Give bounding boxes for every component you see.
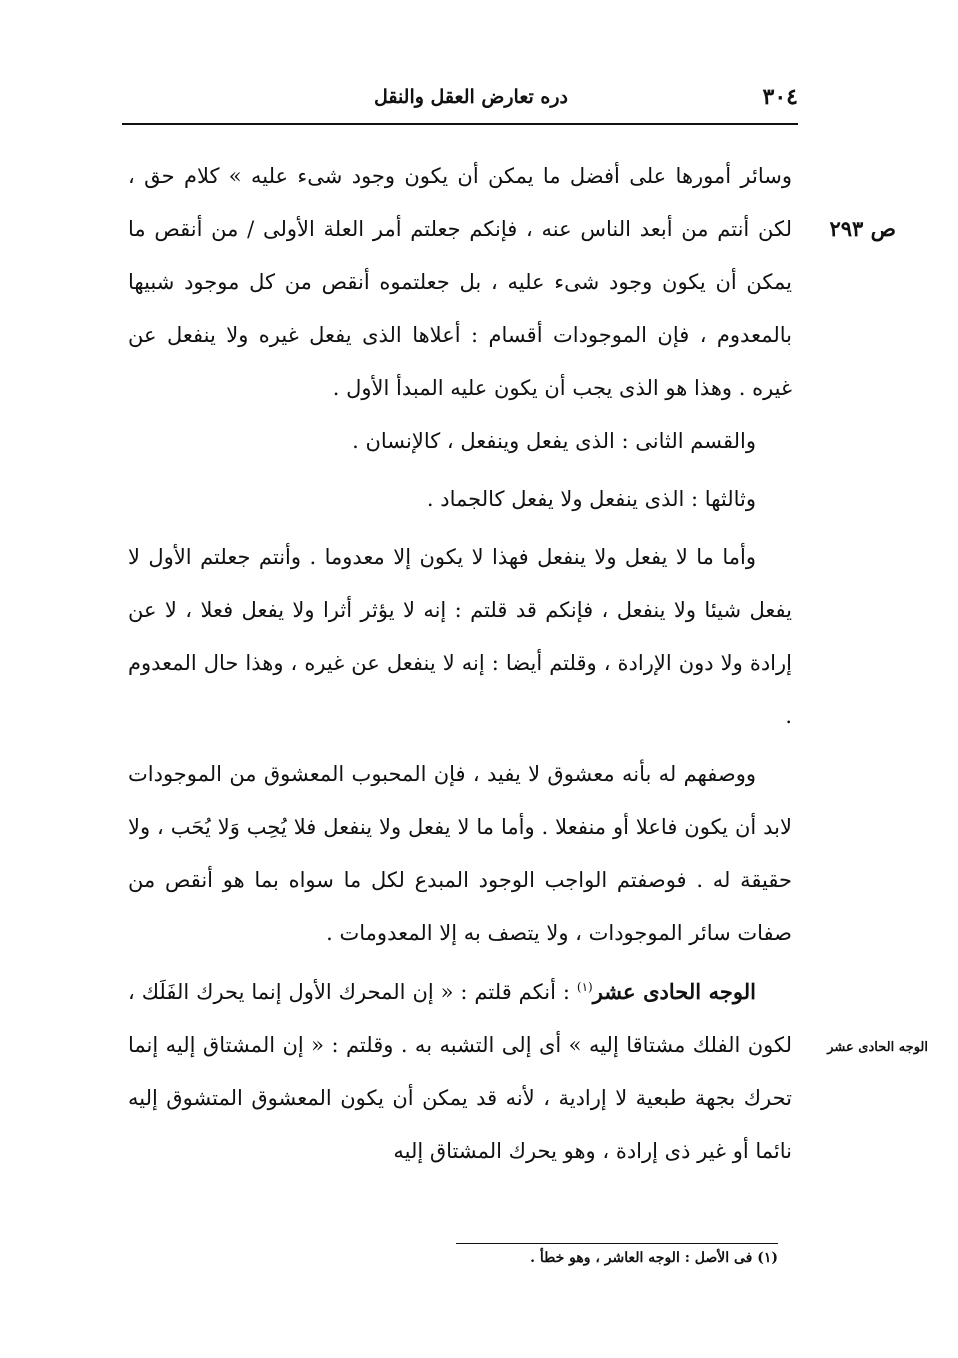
body-text	[128, 150, 792, 1178]
section-heading: الوجه الحادى عشر	[592, 979, 756, 1004]
paragraph-eleventh-aspect	[128, 965, 792, 1178]
margin-page-reference: ص ٢٩٣	[829, 216, 896, 241]
paragraph: وأما ما لا يفعل ولا ينفعل فهذا لا يكون إلا معدوما . وأنتم جعلتم الأول لا يفعل شيئا ولا ينفعل ، فإنكم قد قلتم : إنه لا يؤثر أثرا ولا يفعل فعلا ، لا عن إرادة ولا دون الإرادة ، وقلتم أيضا : إنه لا ينفعل عن غيره ، وهذا حال المعدوم .	[128, 545, 792, 728]
page-number: ٣٠٤	[762, 84, 798, 110]
footnote-marker: (١)	[576, 980, 593, 994]
footnote: (١) فى الأصل : الوجه العاشر ، وهو خطأ .	[530, 1250, 778, 1266]
margin-section-label: الوجه الحادى عشر	[827, 1040, 928, 1055]
running-title: دره تعارض العقل والنقل	[373, 86, 568, 108]
header-rule	[122, 123, 798, 125]
footnote-rule	[456, 1243, 778, 1244]
page-header	[122, 84, 798, 116]
paragraph: وثالثها : الذى ينفعل ولا يفعل كالجماد .	[426, 487, 756, 511]
paragraph: والقسم الثانى : الذى يفعل وينفعل ، كالإنسان .	[352, 429, 756, 453]
paragraph: ووصفهم له بأنه معشوق لا يفيد ، فإن المحبوب المعشوق من الموجودات لابد أن يكون فاعلا أو منفعلا . وأما ما لا يفعل ولا ينفعل فلا يُحِب وَلا يُحَب ، ولا حقيقة له . فوصفتم الواجب الوجود المبدع لكل ما سواه بما هو أنقص من صفات سائر الموجودات ، ولا يتصف به إلا المعدومات .	[128, 762, 792, 945]
paragraph: وسائر أمورها على أفضل ما يمكن أن يكون وجود شىء عليه » كلام حق ، لكن أنتم من أبعد الناس عنه ، فإنكم جعلتم أمر العلة الأولى / من أنقص ما يمكن أن يكون وجود شىء عليه ، بل جعلتموه أنقص من كل موجود شبيها بالمعدوم ، فإن الموجودات أقسام : أعلاها الذى يفعل غيره ولا ينفعل عن غيره . وهذا هو الذى يجب أن يكون عليه المبدأ الأول .	[128, 164, 792, 400]
paragraph-text: : أنكم قلتم : « إن المحرك الأول إنما يحرك الفَلَك ، لكون الفلك مشتاقا إليه » أى إلى التشبه به . وقلتم : « إن المشتاق إليه إنما تحرك بجهة طبعية لا إرادية ، لأنه قد يمكن أن يكون المعشوق المتشوق إليه نائما أو غير ذى إرادة ، وهو يحرك المشتاق إليه	[128, 980, 792, 1163]
